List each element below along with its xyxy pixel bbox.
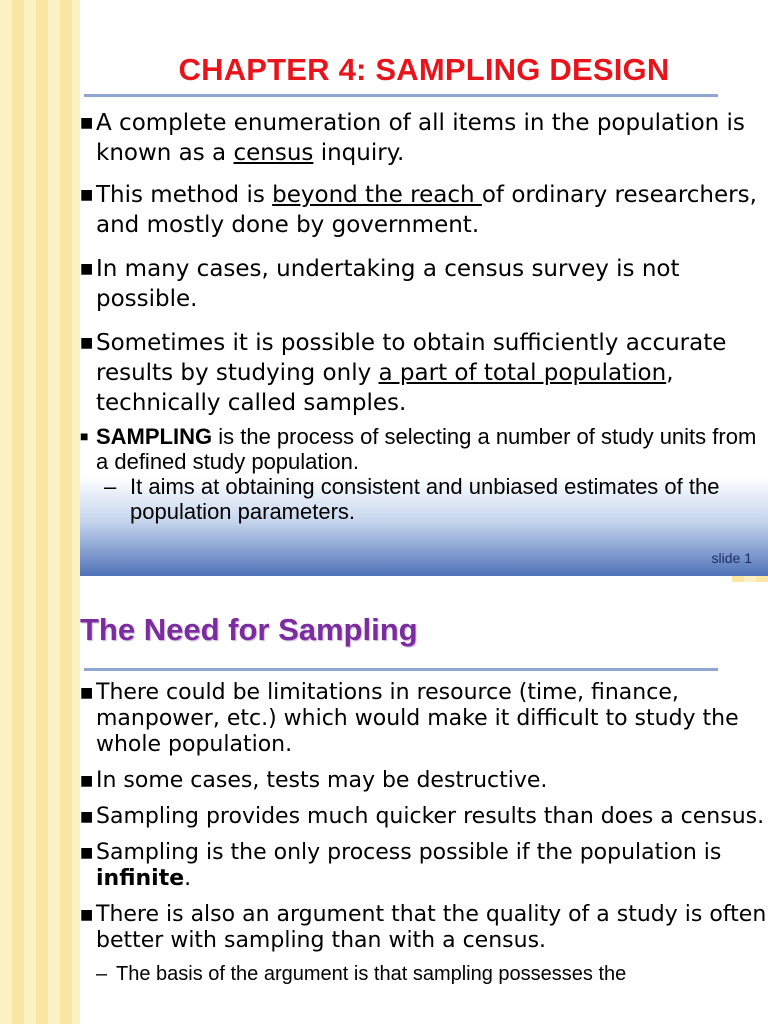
bullet-3: ■ In many cases, undertaking a census survey is not possible. — [80, 256, 680, 312]
bullet-5: ■ SAMPLING is the process of selecting a number of study units from a defined study population. — [80, 424, 757, 474]
sub-bullet-1: – It aims at obtaining consistent and unbiased estimates of the population parameters. — [104, 474, 720, 524]
bullet-3: ■ Sampling provides much quicker results than does a census. — [80, 804, 765, 829]
slide-2-bullets — [80, 680, 768, 986]
square-bullet-icon: ■ — [80, 773, 94, 789]
square-bullet-icon: ■ — [80, 907, 94, 923]
title-divider — [84, 668, 718, 671]
slide-1-title: CHAPTER 4: SAMPLING DESIGN — [178, 52, 670, 87]
square-bullet-icon: ■ — [80, 115, 94, 131]
bullet-4: ■ Sometimes it is possible to obtain sufficiently accurate results by studying only a part of total population, technically called samples. — [80, 330, 727, 416]
square-bullet-icon: ■ — [80, 187, 94, 203]
slide-1 — [80, 0, 768, 576]
bullet-2: ■ In some cases, tests may be destructive. — [80, 768, 548, 793]
square-bullet-icon: ■ — [80, 809, 94, 825]
square-bullet-icon: ■ — [80, 428, 89, 444]
left-stripe-decoration — [0, 0, 80, 1024]
bullet-1: ■ There could be limitations in resource (time, finance, manpower, etc.) which would make it difficult to study the whole population. — [80, 680, 739, 757]
title-divider — [84, 94, 718, 97]
slide-2 — [80, 582, 768, 1024]
square-bullet-icon: ■ — [80, 685, 94, 701]
square-bullet-icon: ■ — [80, 335, 94, 351]
slide-1-bullets — [80, 108, 768, 524]
dash-bullet-icon: – — [96, 963, 108, 985]
sub-bullet-1: – The basis of the argument is that sampling possesses the — [96, 963, 627, 985]
slide-number: slide 1 — [711, 550, 752, 566]
bullet-4: ■ Sampling is the only process possible if the population is infinite. — [80, 840, 722, 891]
square-bullet-icon: ■ — [80, 261, 94, 277]
square-bullet-icon: ■ — [80, 845, 94, 861]
bullet-5: ■ There is also an argument that the quality of a study is often better with sampling than with a census. — [80, 902, 767, 953]
bullet-2: ■ This method is beyond the reach of ordinary researchers, and mostly done by government. — [80, 182, 757, 238]
dash-bullet-icon: – — [104, 474, 117, 499]
slide-2-title: The Need for Sampling — [80, 612, 418, 647]
bullet-1: ■ A complete enumeration of all items in the population is known as a census inquiry. — [80, 110, 745, 166]
